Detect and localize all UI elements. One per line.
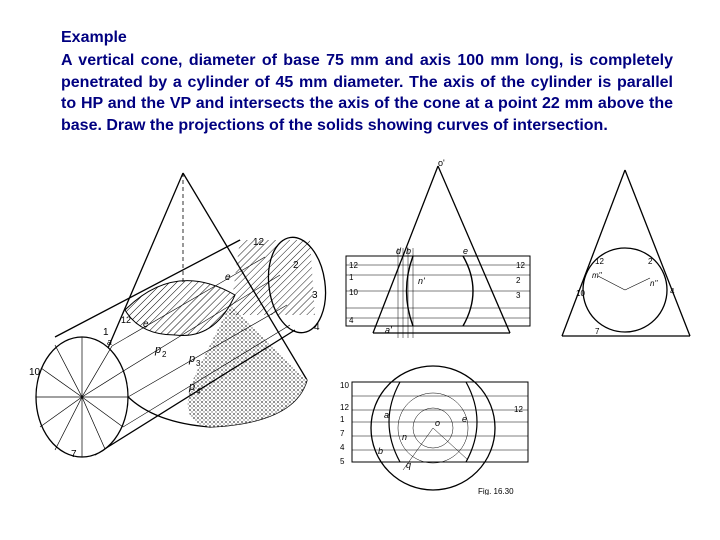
label-p3: p xyxy=(189,353,196,365)
label-d: d xyxy=(396,246,402,256)
label-7: 7 xyxy=(595,327,600,336)
label-2: 2 xyxy=(293,260,299,271)
problem-statement: A vertical cone, diameter of base 75 mm and axis 100 mm long, is completely penetrated by a cylinder of 45 mm diameter. The axis of the cylinder is parallel to HP and the VP and intersects the axis of the cone at a point 22 mm above the base. Draw the projections of the solids showing curves of intersection. xyxy=(61,52,673,134)
label-e2: e xyxy=(143,319,149,330)
label-e: e xyxy=(225,272,231,283)
label-e: e xyxy=(463,246,469,256)
label-a: a xyxy=(107,337,113,347)
label-e: e xyxy=(462,414,468,424)
label-right-12: 12 xyxy=(516,261,525,270)
label-5: 5 xyxy=(340,457,345,466)
label-10: 10 xyxy=(576,289,585,298)
label-left-4: 4 xyxy=(349,316,354,325)
label-10: 10 xyxy=(29,367,41,378)
label-n: n'' xyxy=(650,279,658,288)
front-view-figure xyxy=(338,158,538,338)
slide-heading: Example xyxy=(61,29,127,46)
label-4: 4 xyxy=(340,443,345,452)
label-left-1: 1 xyxy=(349,273,354,282)
label-left-12: 12 xyxy=(349,261,358,270)
cylinder-end-face xyxy=(36,337,128,457)
label-right-2: 2 xyxy=(516,276,521,285)
label-p2: p xyxy=(155,344,162,356)
label-b: b xyxy=(406,246,412,256)
side-view-figure xyxy=(550,166,700,346)
label-right-3: 3 xyxy=(516,291,521,300)
label-a: a' xyxy=(385,325,392,335)
label-12: 12 xyxy=(595,257,604,266)
label-n: n' xyxy=(418,276,425,286)
cone-left-edge xyxy=(562,170,625,336)
pictorial-view-figure xyxy=(25,165,335,465)
label-p2-sub: 2 xyxy=(162,350,167,359)
label-p4-sub: 4 xyxy=(196,387,201,396)
label-12: 12 xyxy=(253,237,265,248)
intersection-curve-region xyxy=(125,281,235,336)
label-n: n xyxy=(402,432,408,442)
label-a: a xyxy=(384,410,390,420)
label-right-12: 12 xyxy=(514,405,523,414)
cone-right-edge xyxy=(625,170,690,336)
label-left-10: 10 xyxy=(349,288,358,297)
label-7: 7 xyxy=(71,449,77,460)
label-12: 12 xyxy=(340,403,349,412)
label-12b: 12 xyxy=(121,315,132,325)
label-o: o xyxy=(435,418,441,428)
label-1: 1 xyxy=(103,327,109,338)
label-q: q xyxy=(406,460,412,470)
label-m: m'' xyxy=(592,271,602,280)
label-4: 4 xyxy=(314,322,320,333)
label-3: 3 xyxy=(312,290,318,301)
top-view-figure xyxy=(338,360,538,495)
label-7: 7 xyxy=(340,429,345,438)
label-4: 4 xyxy=(670,287,675,296)
label-b: b xyxy=(378,446,384,456)
label-p4: p xyxy=(189,381,196,393)
label-p3-sub: 3 xyxy=(196,359,201,368)
label-10: 10 xyxy=(340,381,349,390)
label-2: 2 xyxy=(648,257,653,266)
figure-caption: Fig. 16.30 xyxy=(478,487,514,495)
cylinder-top-hatch xyxy=(230,240,315,315)
label-1: 1 xyxy=(340,415,345,424)
label-apex: o' xyxy=(438,158,445,168)
